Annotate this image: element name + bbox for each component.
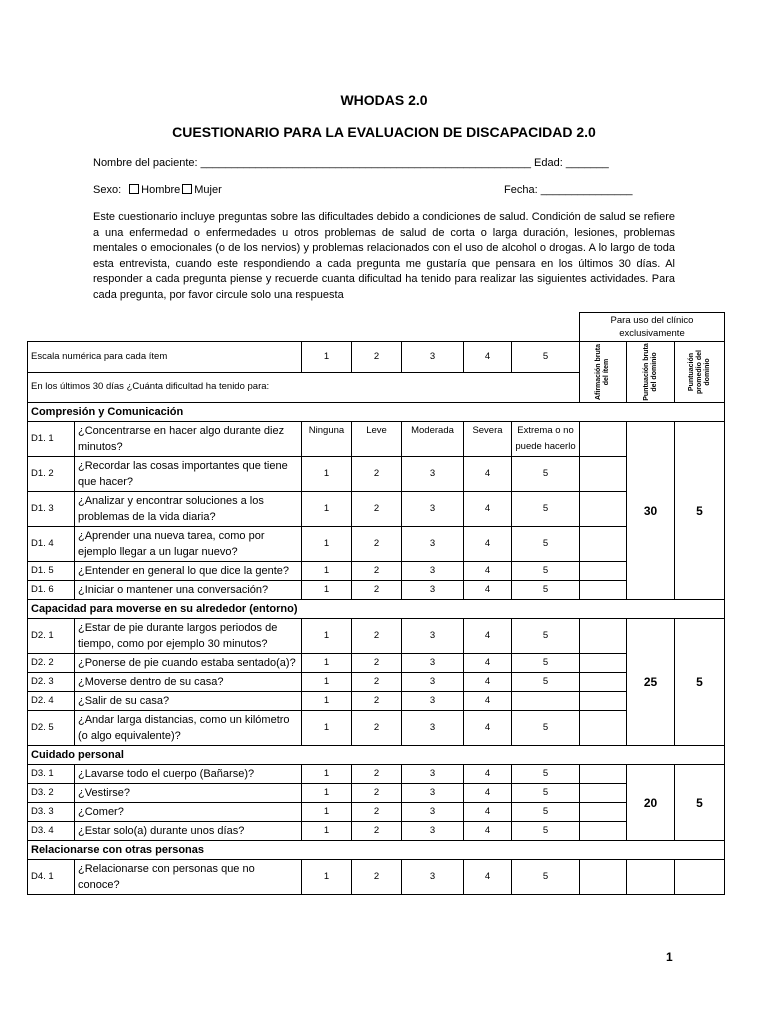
date-field[interactable]: _______________: [540, 184, 633, 196]
question-row: [28, 822, 725, 841]
item-code: D2. 1: [28, 619, 75, 654]
answer-option[interactable]: 5: [512, 562, 580, 581]
answer-option[interactable]: 4: [464, 692, 512, 711]
item-raw-cell[interactable]: [580, 619, 627, 654]
question-text: ¿Salir de su casa?: [75, 692, 302, 711]
question-text: ¿Iniciar o mantener una conversación?: [75, 581, 302, 600]
patient-name-field[interactable]: ______________________________________________________: [200, 157, 531, 169]
answer-label: Ninguna: [302, 422, 352, 457]
answer-option[interactable]: 4: [464, 673, 512, 692]
answer-label: Severa: [464, 422, 512, 457]
question-row: [28, 803, 725, 822]
answer-option[interactable]: 4: [464, 527, 512, 562]
item-code: D3. 2: [28, 784, 75, 803]
section-row: [28, 746, 725, 765]
domain-avg-score: 5: [675, 422, 725, 600]
male-label: Hombre: [141, 184, 181, 196]
question-row: [28, 457, 725, 492]
item-raw-cell[interactable]: [580, 765, 627, 784]
answer-option[interactable]: 2: [352, 765, 402, 784]
question-text: ¿Recordar las cosas importantes que tiene que hacer?: [75, 457, 302, 492]
female-checkbox[interactable]: [182, 184, 192, 194]
item-code: D2. 3: [28, 673, 75, 692]
patient-line: [93, 157, 609, 169]
page-number: 1: [666, 950, 673, 964]
answer-option[interactable]: 4: [464, 619, 512, 654]
answer-option[interactable]: 3: [402, 527, 464, 562]
question-text: ¿Lavarse todo el cuerpo (Bañarse)?: [75, 765, 302, 784]
answer-option[interactable]: 4: [464, 562, 512, 581]
answer-option[interactable]: 1: [302, 803, 352, 822]
answer-option[interactable]: 2: [352, 527, 402, 562]
item-raw-cell[interactable]: [580, 581, 627, 600]
question-text: ¿Moverse dentro de su casa?: [75, 673, 302, 692]
item-raw-cell[interactable]: [580, 673, 627, 692]
question-text: ¿Ponerse de pie cuando estaba sentado(a)?: [75, 654, 302, 673]
answer-option[interactable]: 5: [512, 457, 580, 492]
item-raw-cell[interactable]: [580, 784, 627, 803]
section-row: [28, 841, 725, 860]
intro-paragraph: Este cuestionario incluye preguntas sobre las dificultades debido a condiciones de salud. Condición de salud se refiere a una enfermedad o enfermedades u otros problemas de salud de corta o larga duración, lesiones, problemas mentales o emocionales (o de los nervios) y problemas relacionados con el uso de alcohol o drogas. A lo largo de toda esta entrevista, cuando este respondiendo a cada pregunta me gustaría que pensara en los últimos 30 días. Al responder a cada pregunta piense y recuerde cuanta dificultad ha tenido para realizar las siguientes actividades. Para cada pregunta, por favor circule solo una respuesta: [93, 211, 675, 301]
item-code: D4. 1: [28, 860, 75, 895]
answer-option[interactable]: 2: [352, 711, 402, 746]
question-row: [28, 619, 725, 654]
section-row: [28, 403, 725, 422]
answer-option[interactable]: 3: [402, 562, 464, 581]
question-row: [28, 692, 725, 711]
answer-option[interactable]: 1: [302, 822, 352, 841]
answer-option[interactable]: 3: [402, 784, 464, 803]
item-raw-cell[interactable]: [580, 692, 627, 711]
document-title: WHODAS 2.0: [340, 92, 428, 108]
item-code: D1. 2: [28, 457, 75, 492]
answer-option[interactable]: 2: [352, 562, 402, 581]
patient-label: Nombre del paciente:: [93, 157, 198, 169]
question-row: [28, 654, 725, 673]
answer-option[interactable]: 5: [512, 654, 580, 673]
answer-option[interactable]: 2: [352, 784, 402, 803]
answer-option[interactable]: 1: [302, 581, 352, 600]
domain-raw-cell[interactable]: [627, 860, 675, 895]
answer-option[interactable]: 1: [302, 765, 352, 784]
question-row: [28, 422, 725, 457]
answer-option[interactable]: 3: [402, 457, 464, 492]
answer-option[interactable]: 5: [512, 492, 580, 527]
sex-label: Sexo:: [93, 184, 122, 196]
answer-option[interactable]: 3: [402, 860, 464, 895]
item-code: D3. 1: [28, 765, 75, 784]
answer-option[interactable]: 5: [512, 581, 580, 600]
section-row: [28, 600, 725, 619]
answer-option[interactable]: 4: [464, 457, 512, 492]
question-row: [28, 527, 725, 562]
answer-option[interactable]: 3: [402, 692, 464, 711]
scale-value: 1: [302, 342, 352, 373]
answer-label: Leve: [352, 422, 402, 457]
item-code: D1. 5: [28, 562, 75, 581]
answer-option[interactable]: 3: [402, 492, 464, 527]
item-raw-cell[interactable]: [580, 860, 627, 895]
question-row: [28, 562, 725, 581]
male-checkbox[interactable]: [129, 184, 139, 194]
answer-option[interactable]: 1: [302, 692, 352, 711]
answer-option[interactable]: 2: [352, 822, 402, 841]
question-row: [28, 711, 725, 746]
question-row: [28, 581, 725, 600]
scale-label: Escala numérica para cada ítem: [28, 342, 302, 373]
item-code: D1. 6: [28, 581, 75, 600]
domain-raw-header: Puntuación bruta del dominio: [627, 342, 675, 403]
question-text: ¿Aprender una nueva tarea, como por ejemplo llegar a un lugar nuevo?: [75, 527, 302, 562]
answer-option[interactable]: 2: [352, 692, 402, 711]
answer-option[interactable]: 2: [352, 457, 402, 492]
answer-option[interactable]: 5: [512, 765, 580, 784]
answer-option[interactable]: 3: [402, 654, 464, 673]
period-label: En los últimos 30 días ¿Cuánta dificultad ha tenido para:: [28, 372, 580, 403]
answer-option[interactable]: 2: [352, 492, 402, 527]
question-text: ¿Estar solo(a) durante unos días?: [75, 822, 302, 841]
female-label: Mujer: [194, 184, 222, 196]
item-code: D1. 3: [28, 492, 75, 527]
item-raw-cell[interactable]: [580, 822, 627, 841]
answer-option[interactable]: 4: [464, 822, 512, 841]
answer-option[interactable]: 3: [402, 822, 464, 841]
scale-value: 5: [512, 342, 580, 373]
answer-option[interactable]: 3: [402, 711, 464, 746]
answer-option[interactable]: 1: [302, 562, 352, 581]
answer-option[interactable]: 1: [302, 457, 352, 492]
item-raw-cell[interactable]: [580, 527, 627, 562]
answer-option[interactable]: 3: [402, 619, 464, 654]
answer-option[interactable]: 4: [464, 654, 512, 673]
answer-option[interactable]: 1: [302, 711, 352, 746]
scale-value: 2: [352, 342, 402, 373]
answer-option[interactable]: 1: [302, 527, 352, 562]
item-raw-cell[interactable]: [580, 654, 627, 673]
section-title: Cuidado personal: [28, 746, 725, 765]
question-row: [28, 765, 725, 784]
answer-option[interactable]: 1: [302, 673, 352, 692]
answer-option[interactable]: 3: [402, 803, 464, 822]
clinic-header: Para uso del clínico exclusivamente: [580, 313, 725, 342]
answer-option[interactable]: 4: [464, 711, 512, 746]
answer-option[interactable]: 4: [464, 803, 512, 822]
answer-label: Moderada: [402, 422, 464, 457]
item-raw-header: Afirmación bruta del ítem: [580, 342, 627, 403]
answer-option[interactable]: 4: [464, 765, 512, 784]
answer-option[interactable]: 5: [512, 784, 580, 803]
domain-raw-score: 20: [627, 765, 675, 841]
answer-option[interactable]: 5: [512, 803, 580, 822]
answer-option[interactable]: 1: [302, 492, 352, 527]
question-row: [28, 492, 725, 527]
domain-raw-score: 30: [627, 422, 675, 600]
scale-value: 4: [464, 342, 512, 373]
item-raw-cell[interactable]: [580, 803, 627, 822]
answer-option[interactable]: 1: [302, 860, 352, 895]
answer-option[interactable]: 3: [402, 581, 464, 600]
answer-option[interactable]: 1: [302, 654, 352, 673]
item-code: D1. 1: [28, 422, 75, 457]
question-text: ¿Relacionarse con personas que no conoce?: [75, 860, 302, 895]
answer-option[interactable]: [512, 692, 580, 711]
answer-option[interactable]: 1: [302, 784, 352, 803]
answer-option[interactable]: 5: [512, 673, 580, 692]
answer-option[interactable]: 2: [352, 654, 402, 673]
age-field[interactable]: _______: [565, 157, 609, 169]
answer-option[interactable]: 5: [512, 822, 580, 841]
domain-avg-score: 5: [675, 765, 725, 841]
item-code: D1. 4: [28, 527, 75, 562]
question-text: ¿Entender en general lo que dice la gente?: [75, 562, 302, 581]
question-text: ¿Estar de pie durante largos periodos de tiempo, como por ejemplo 30 minutos?: [75, 619, 302, 654]
answer-option[interactable]: 4: [464, 860, 512, 895]
question-text: ¿Analizar y encontrar soluciones a los problemas de la vida diaria?: [75, 492, 302, 527]
scale-value: 3: [402, 342, 464, 373]
domain-raw-score: 25: [627, 619, 675, 746]
answer-option[interactable]: 4: [464, 492, 512, 527]
answer-option[interactable]: 2: [352, 619, 402, 654]
answer-option[interactable]: 3: [402, 765, 464, 784]
item-code: D3. 4: [28, 822, 75, 841]
item-raw-cell[interactable]: [580, 457, 627, 492]
question-text: ¿Comer?: [75, 803, 302, 822]
domain-avg-score: 5: [675, 619, 725, 746]
domain-avg-header: Puntuación promedio del dominio: [675, 342, 725, 403]
item-raw-cell[interactable]: [580, 711, 627, 746]
question-row: [28, 673, 725, 692]
section-title: Compresión y Comunicación: [28, 403, 725, 422]
answer-option[interactable]: 5: [512, 860, 580, 895]
sex-line: [93, 184, 222, 196]
item-raw-cell[interactable]: [580, 562, 627, 581]
answer-option[interactable]: 2: [352, 581, 402, 600]
age-label: Edad:: [534, 157, 563, 169]
date-label: Fecha:: [504, 184, 538, 196]
question-text: ¿Vestirse?: [75, 784, 302, 803]
answer-option[interactable]: 2: [352, 673, 402, 692]
answer-option[interactable]: 5: [512, 527, 580, 562]
answer-option[interactable]: 4: [464, 784, 512, 803]
date-line: [504, 184, 632, 196]
document-subtitle: CUESTIONARIO PARA LA EVALUACION DE DISCAPACIDAD 2.0: [172, 124, 596, 140]
domain-avg-cell[interactable]: [675, 860, 725, 895]
answer-label: Extrema o no puede hacerlo: [512, 422, 580, 457]
item-code: D2. 5: [28, 711, 75, 746]
section-title: Capacidad para moverse en su alrededor (entorno): [28, 600, 725, 619]
answer-option[interactable]: 5: [512, 711, 580, 746]
item-raw-cell[interactable]: [580, 492, 627, 527]
questionnaire-table: [27, 312, 725, 895]
section-title: Relacionarse con otras personas: [28, 841, 725, 860]
answer-option[interactable]: 5: [512, 619, 580, 654]
question-row: [28, 860, 725, 895]
question-row: [28, 784, 725, 803]
item-code: D2. 4: [28, 692, 75, 711]
answer-option[interactable]: 2: [352, 860, 402, 895]
question-text: ¿Concentrarse en hacer algo durante diez minutos?: [75, 422, 302, 457]
answer-option[interactable]: 3: [402, 673, 464, 692]
answer-option[interactable]: 4: [464, 581, 512, 600]
answer-option[interactable]: 2: [352, 803, 402, 822]
item-code: D2. 2: [28, 654, 75, 673]
answer-option[interactable]: 1: [302, 619, 352, 654]
item-code: D3. 3: [28, 803, 75, 822]
question-text: ¿Andar larga distancias, como un kilómetro (o algo equivalente)?: [75, 711, 302, 746]
item-raw-cell[interactable]: [580, 422, 627, 457]
